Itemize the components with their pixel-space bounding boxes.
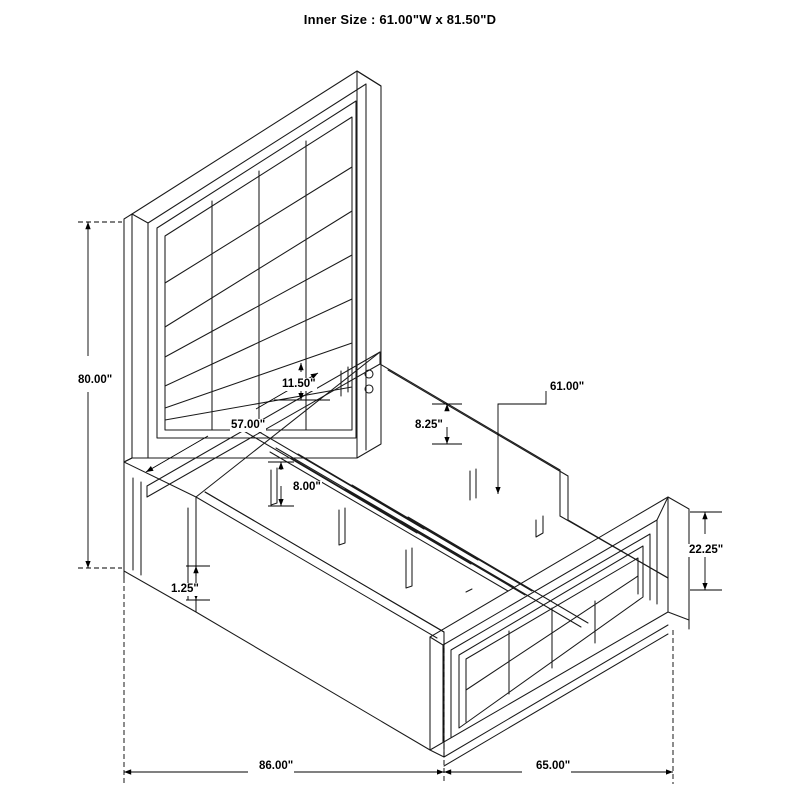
dimension-label-rail-125: 1.25" [171, 583, 199, 595]
dimension-label-width-57: 57.00" [231, 419, 266, 431]
dimension-lines [78, 222, 722, 784]
dimension-label-offset-1150: 11.50" [282, 378, 316, 390]
dimension-label-height-80: 80.00" [78, 374, 113, 386]
page-title: Inner Size : 61.00"W x 81.50"D [303, 12, 497, 27]
dimension-label-width-65: 65.00" [536, 760, 571, 772]
bed-geometry [124, 71, 689, 766]
dimension-label-footboard-2225: 22.25" [689, 544, 724, 556]
dimension-label-slat-800: 8.00" [293, 481, 321, 493]
dimension-label-rail-825: 8.25" [415, 419, 443, 431]
dimension-label-inner-61: 61.00" [550, 381, 585, 393]
dimension-label-length-86: 86.00" [259, 760, 294, 772]
